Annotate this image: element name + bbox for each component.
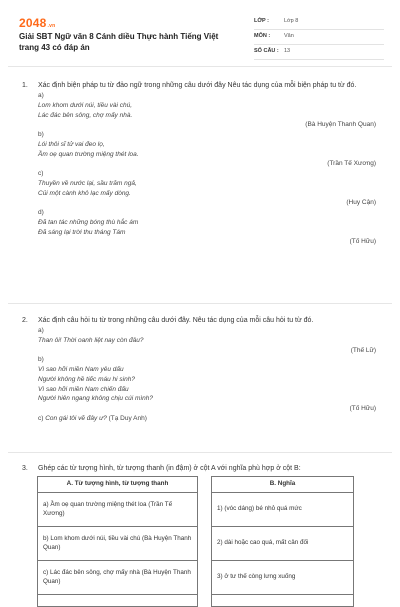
verse-line: Thuyền về nước lại, sầu trăm ngả,	[38, 179, 137, 187]
column-a-header: A. Từ tượng hình, từ tượng thanh	[38, 477, 198, 493]
question-body	[38, 316, 378, 424]
meta-panel	[254, 15, 384, 60]
column-b-cell: 1) (vóc dáng) bé nhỏ quá mức	[212, 493, 354, 527]
page-header	[0, 0, 400, 62]
verse-line: Than ôi! Thời oanh liệt nay còn đâu?	[38, 336, 144, 344]
question-text: Xác định biện pháp tu từ đảo ngữ trong những câu dưới đây Nêu tác dụng của mỗi biện pháp tu từ đó.	[38, 82, 357, 89]
author: (Bà Huyện Thanh Quan)	[305, 121, 376, 129]
question-body	[38, 81, 378, 247]
item-label: b)	[38, 131, 44, 139]
quote-text: Con gái tôi vẽ đây ư?	[45, 414, 107, 422]
author: (Thế Lữ)	[350, 346, 376, 354]
document-title: Giải SBT Ngữ văn 8 Cánh diều Thực hành Tiếng Việt trang 43 có đáp án	[19, 32, 219, 52]
divider	[8, 66, 392, 67]
verse-line: Đã sáng lại trời thu tháng Tám	[38, 228, 126, 236]
column-a-cell: c) Lác đác bên sông, chợ mấy nhà (Bà Huyện Thanh Quan)	[38, 561, 198, 595]
meta-label: MÔN :	[254, 33, 271, 39]
column-b-cell	[212, 595, 354, 607]
divider	[8, 303, 392, 304]
meta-label: SỐ CÂU :	[254, 48, 279, 54]
column-b-cell: 3) ở tư thế còng lưng xuống	[212, 561, 354, 595]
author: (Huy Cận)	[346, 199, 376, 207]
item-label: a)	[38, 92, 44, 100]
item-label: d)	[38, 209, 44, 217]
question-number: 2.	[22, 317, 28, 324]
item-label: c)	[38, 414, 44, 422]
column-b-header: B. Nghĩa	[212, 477, 354, 493]
verse-line: Lói thôi sĩ tử vai đeo lọ,	[38, 140, 105, 148]
meta-label: LỚP :	[254, 18, 269, 24]
item-label: a)	[38, 327, 44, 335]
question-text: Xác định câu hỏi tu từ trong những câu dưới đây. Nêu tác dụng của mỗi câu hỏi tu từ đó.	[38, 317, 314, 324]
verse-line: Lác đác bên sông, chợ mấy nhà.	[38, 111, 133, 119]
item-label: b)	[38, 356, 44, 364]
meta-value: Lớp 8	[284, 18, 299, 24]
verse-line: Đã tan tác những bóng thù hắc ám	[38, 218, 139, 226]
meta-row-count	[254, 45, 384, 60]
divider	[8, 452, 392, 453]
meta-row-subject	[254, 30, 384, 45]
verse-line: Ầm oẹ quan trường miệng thét loa.	[38, 150, 139, 158]
item-c	[38, 414, 378, 424]
logo-suffix: .vn	[47, 23, 56, 29]
column-a-cell	[38, 595, 198, 607]
column-b-cell: 2) dài hoặc cao quá, mất cân đối	[212, 527, 354, 561]
meta-value: Văn	[284, 33, 294, 39]
column-b-table	[211, 476, 354, 607]
meta-value: 13	[284, 48, 291, 54]
column-a-table	[37, 476, 198, 607]
site-logo[interactable]	[19, 15, 55, 31]
author: (Trần Tế Xương)	[327, 160, 376, 168]
column-a-cell: b) Lom khom dưới núi, tiều vài chú (Bà Huyện Thanh Quan)	[38, 527, 198, 561]
verse-line: Vì sao hỡi miền Nam chiến đấu	[38, 385, 129, 393]
author: (Tạ Duy Anh)	[108, 414, 147, 422]
logo-text: 2048	[19, 16, 47, 30]
question-text: Ghép các từ tượng hình, từ tượng thanh (in đậm) ở cột A với nghĩa phù hợp ở cột B:	[38, 465, 301, 472]
column-a-cell: a) Ầm oẹ quan trường miệng thét loa (Trần Tế Xương)	[38, 493, 198, 527]
meta-row-grade	[254, 15, 384, 30]
verse-line: Củi một cành khô lạc mấy dòng.	[38, 189, 131, 197]
verse-line: Vì sao hỡi miền Nam yêu dấu	[38, 366, 124, 374]
author: (Tố Hữu)	[349, 405, 376, 413]
question-body	[38, 464, 378, 474]
question-number: 3.	[22, 465, 28, 472]
verse-line: Người hiên ngang không chịu cúi mình?	[38, 395, 154, 403]
verse-line: Lom khom dưới núi, tiều vài chú,	[38, 101, 133, 109]
verse-line: Người không hề tiếc máu hi sinh?	[38, 375, 135, 383]
author: (Tố Hữu)	[349, 238, 376, 246]
question-number: 1.	[22, 82, 28, 89]
item-label: c)	[38, 170, 44, 178]
